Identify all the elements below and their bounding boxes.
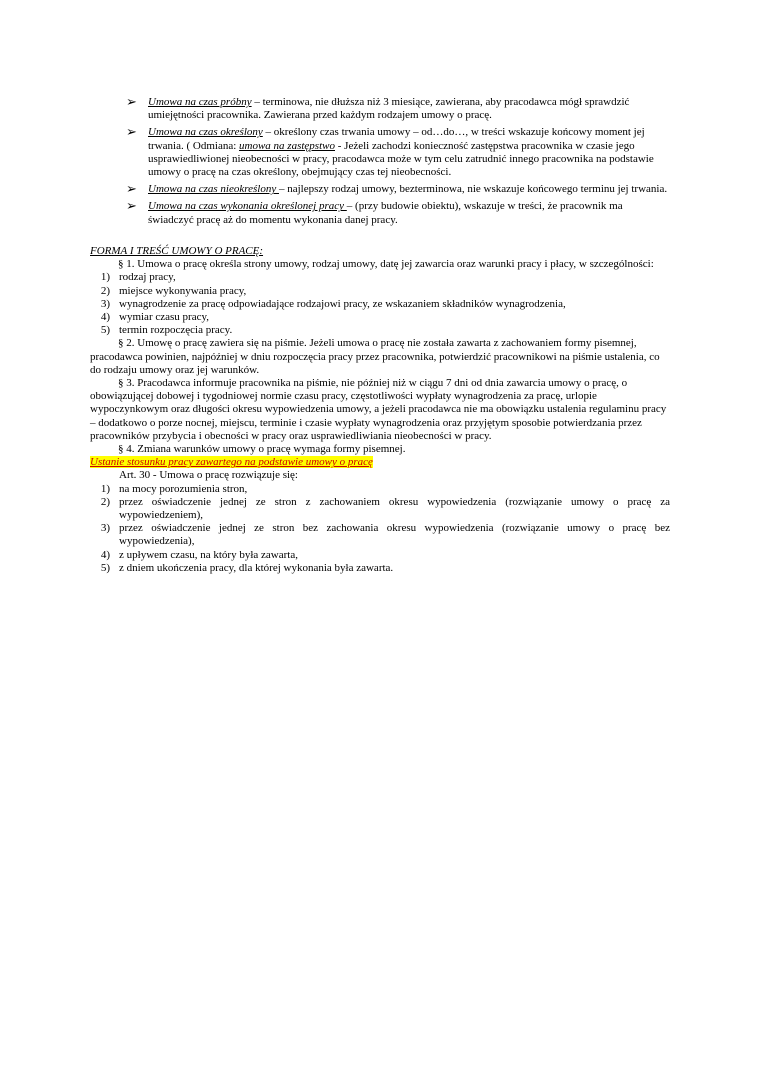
list-item: 5) termin rozpoczęcia pracy. (100, 324, 233, 337)
contract-term: Umowa na czas próbny (148, 96, 252, 108)
contract-term: Umowa na czas określony (148, 126, 263, 139)
arrow-bullet-icon: ➢ (126, 94, 137, 109)
contract-description: – najlepszy rodzaj umowy, bezterminowa, nie wskazuje końcowego terminu jej trwania. (278, 183, 668, 196)
arrow-bullet-icon: ➢ (126, 198, 137, 214)
contract-elements-list (90, 271, 670, 337)
contract-description-cont: - Jeżeli zachodzi konieczność zastępstwa pracownika w czasie jego usprawiedliwionej nieobecności w pracy, pracodawca może w tym celu zatrudnić innego pracownika na podstawie umowy o pracę na czas określony, obejmujący czas tej nieobecności. (148, 139, 654, 179)
paragraph-2: § 2. Umowę o pracę zawiera się na piśmie. Jeżeli umowa o pracę nie została zawarta z zachowaniem formy pisemnej, pracodawca powinien, najpóźniej w dniu rozpoczęcia pracy przez pracownika, potwierdzić pracownikowi na piśmie ustalenia, co do rodzaju umowy oraz jej warunków. (90, 337, 660, 376)
paragraph-1: § 1. Umowa o pracę określa strony umowy, rodzaj umowy, datę jej zawarcia oraz warunki pracy i płacy, w szczególności: (118, 258, 654, 271)
list-item: 4) wymiar czasu pracy, (100, 311, 209, 324)
list-item (126, 96, 671, 122)
contract-term: Umowa na czas wykonania określonej pracy (148, 200, 347, 213)
contract-description: – określony czas trwania umowy – od…do…, w treści wskazuje końcowy moment jej trwania. ( Odmiana: (148, 126, 645, 152)
contract-description: – terminowa, nie dłuższa niż 3 miesiące, zawierana, aby pracodawca mógł sprawdzić umiejętności pracownika. Zawierana przed każdym rodzajem umowy o pracę. (148, 96, 630, 122)
termination-list (90, 483, 670, 575)
list-item (126, 126, 671, 179)
contract-subtype: umowa na zastępstwo (239, 139, 335, 152)
main-content (90, 245, 670, 575)
list-item: 1) na mocy porozumienia stron, (100, 482, 248, 495)
arrow-bullet-icon: ➢ (126, 124, 137, 140)
section-heading-termination: Ustanie stosunku pracy zawartego na podstawie umowy o pracę (90, 456, 373, 469)
arrow-bullet-icon: ➢ (126, 181, 137, 197)
section-heading-termination-wrap (90, 456, 670, 469)
section-heading-form: FORMA I TREŚĆ UMOWY O PRACĘ: (90, 245, 264, 257)
list-item (126, 183, 671, 196)
list-item: 1) rodzaj pracy, (100, 271, 176, 284)
list-item: 3) wynagrodzenie za pracę odpowiadające rodzajowi pracy, ze wskazaniem składników wynagrodzenia, (100, 297, 566, 310)
list-item (126, 200, 671, 226)
list-item: 2) przez oświadczenie jednej ze stron z zachowaniem okresu wypowiedzenia (rozwiązanie umowy o pracę za wypowiedzeniem), (100, 495, 670, 522)
contract-term: Umowa na czas nieokreślony (148, 183, 279, 196)
list-item: 4) z upływem czasu, na który była zawarta, (100, 548, 298, 561)
contract-types-list (126, 96, 671, 231)
paragraph-4: § 4. Zmiana warunków umowy o pracę wymaga formy pisemnej. (118, 443, 406, 456)
contract-description: – (przy budowie obiektu), wskazuje w treści, że pracownik ma świadczyć pracę aż do momentu wykonania danej pracy. (148, 200, 623, 226)
list-item: 2) miejsce wykonywania pracy, (100, 284, 247, 297)
paragraph-3: § 3. Pracodawca informuje pracownika na piśmie, nie później niż w ciągu 7 dni od dnia zawarcia umowy o pracę, o obowiązującej dobowej i tygodniowej normie czasu pracy, częstotliwości wypłaty wynagrodzenia za pracę, urlopie wypoczynkowym oraz długości okresu wypowiedzenia umowy, a jeżeli pracodawca nie ma obowiązku ustalenia regulaminu pracy – dodatkowo o porze nocnej, miejscu, terminie i czasie wypłaty wynagrodzenia oraz przyjętym sposobie potwierdzania przez pracowników przybycia i obecności w pracy oraz usprawiedliwiania nieobecności w pracy. (90, 377, 667, 442)
article-30: Art. 30 - Umowa o pracę rozwiązuje się: (119, 469, 298, 482)
list-item: 3) przez oświadczenie jednej ze stron bez zachowania okresu wypowiedzenia (rozwiązanie umowy o pracę bez wypowiedzenia), (100, 522, 670, 548)
list-item: 5) z dniem ukończenia pracy, dla której wykonania była zawarta. (100, 561, 394, 574)
